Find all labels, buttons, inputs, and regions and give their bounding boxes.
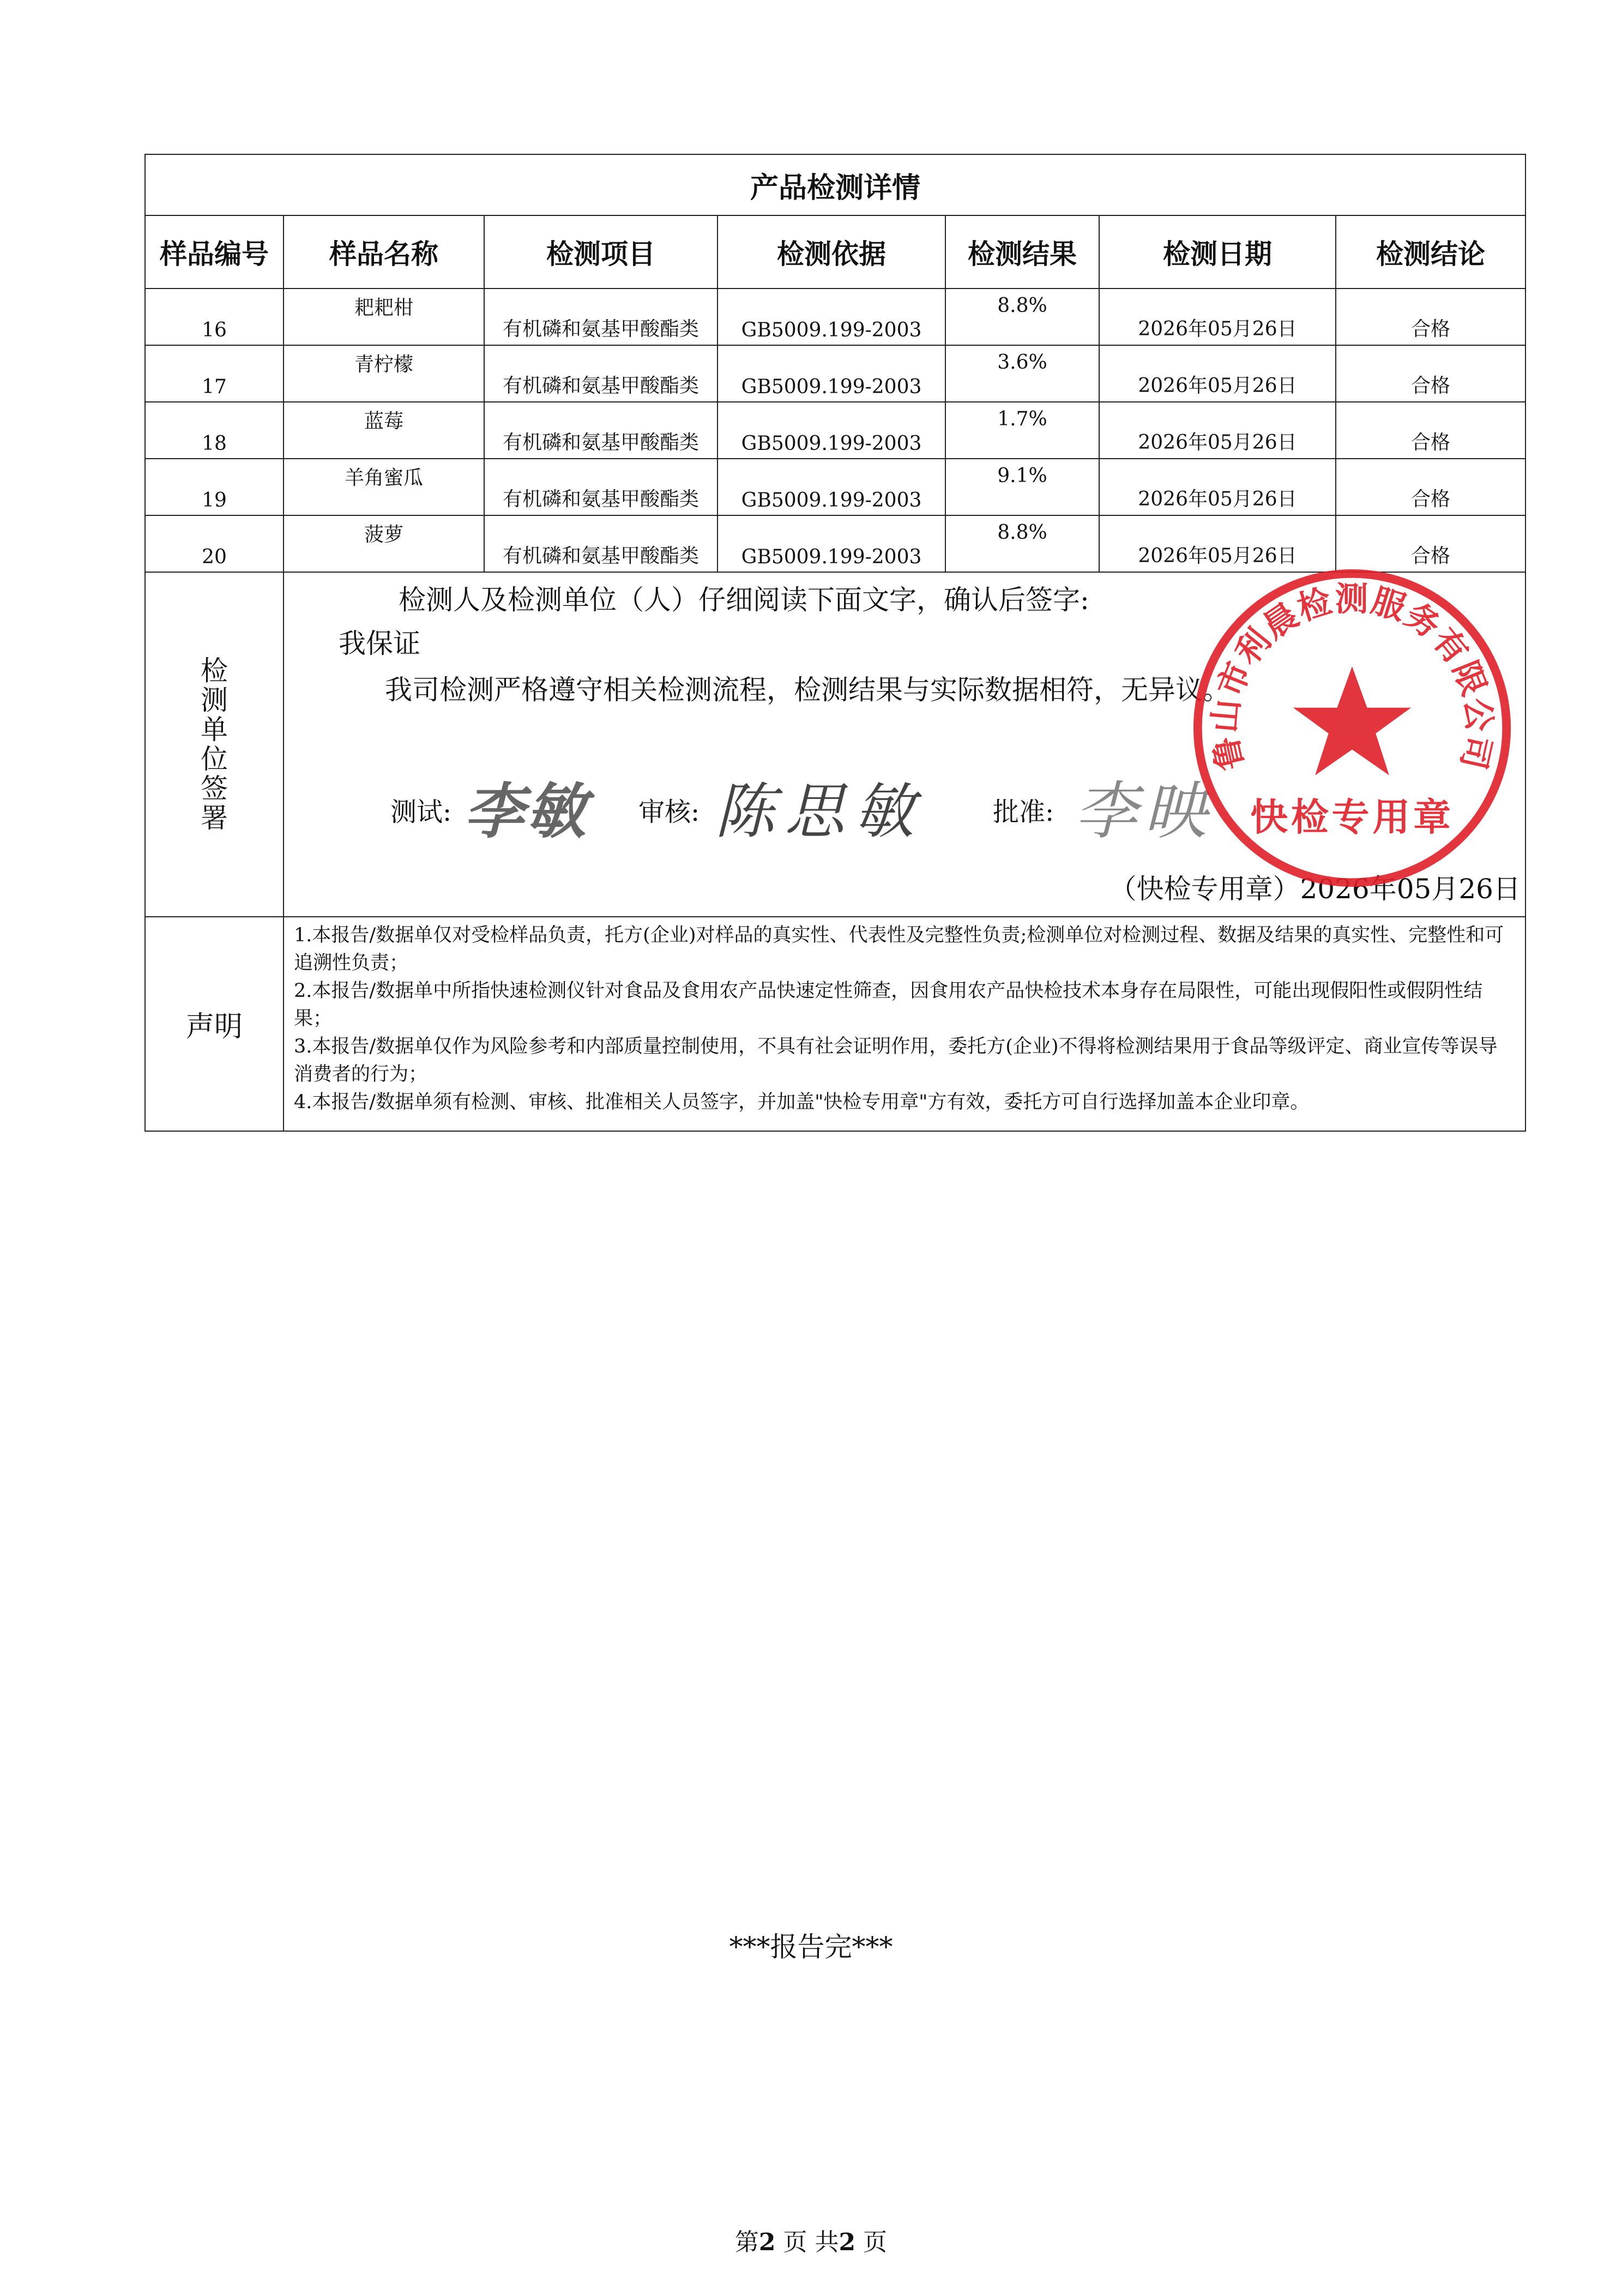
- guarantee-text: 我司检测严格遵守相关检测流程，检测结果与实际数据相符，无异议。: [385, 674, 1230, 706]
- page-current: 2: [758, 2228, 776, 2256]
- guarantee-title: 我保证: [339, 628, 420, 659]
- test-result: 3.6%: [945, 345, 1099, 402]
- header-test-basis: 检测依据: [717, 215, 945, 288]
- conclusion: 合格: [1336, 402, 1525, 459]
- sample-name: 蓝莓: [284, 402, 484, 459]
- header-conclusion: 检测结论: [1336, 215, 1525, 288]
- declaration-label: 声明: [145, 917, 284, 1131]
- test-basis: GB5009.199-2003: [717, 402, 945, 459]
- sample-id: 18: [145, 402, 284, 459]
- reviewer-signature: 陈思敏: [715, 777, 924, 846]
- page-number: [0, 2222, 1622, 2257]
- declaration-cell: [284, 917, 1525, 1131]
- sample-name: 菠萝: [284, 515, 484, 572]
- seal-purpose: 快检专用章: [1250, 795, 1454, 839]
- conclusion: 合格: [1336, 459, 1525, 515]
- header-sample-id: 样品编号: [145, 215, 284, 288]
- page-prefix: 第: [734, 2228, 759, 2256]
- conclusion: 合格: [1336, 288, 1525, 345]
- page-suffix: 页: [863, 2228, 888, 2256]
- seal-note: （快检专用章）2026年05月26日: [1109, 873, 1521, 905]
- table-row: [145, 459, 1525, 515]
- signature-label-cell: [145, 572, 284, 917]
- test-basis: GB5009.199-2003: [717, 515, 945, 572]
- seal-company-name: 鲁山市利晨检测服务有限公司: [1205, 580, 1499, 774]
- seal-star-icon: [1293, 666, 1411, 776]
- test-result: 8.8%: [945, 288, 1099, 345]
- test-date: 2026年05月26日: [1099, 402, 1336, 459]
- table-row: [145, 345, 1525, 402]
- sample-id: 19: [145, 459, 284, 515]
- sample-id: 20: [145, 515, 284, 572]
- test-item: 有机磷和氨基甲酸酯类: [484, 345, 717, 402]
- test-date: 2026年05月26日: [1099, 345, 1336, 402]
- header-test-date: 检测日期: [1099, 215, 1336, 288]
- company-seal-stamp: [1191, 567, 1513, 889]
- test-item: 有机磷和氨基甲酸酯类: [484, 459, 717, 515]
- table-row: [145, 515, 1525, 572]
- sample-name: 羊角蜜瓜: [284, 459, 484, 515]
- sample-id: 16: [145, 288, 284, 345]
- test-date: 2026年05月26日: [1099, 459, 1336, 515]
- test-item: 有机磷和氨基甲酸酯类: [484, 288, 717, 345]
- test-result: 8.8%: [945, 515, 1099, 572]
- conclusion: 合格: [1336, 345, 1525, 402]
- page-total: 2: [839, 2228, 856, 2256]
- test-item: 有机磷和氨基甲酸酯类: [484, 402, 717, 459]
- report-end: ***报告完***: [729, 1931, 893, 1963]
- sign-instruction: 检测人及检测单位（人）仔细阅读下面文字，确认后签字:: [399, 584, 1089, 616]
- approve-label: 批准:: [993, 797, 1054, 827]
- test-label: 测试:: [390, 797, 452, 827]
- test-result: 1.7%: [945, 402, 1099, 459]
- test-basis: GB5009.199-2003: [717, 288, 945, 345]
- approver-signature: 李映: [1075, 775, 1213, 848]
- declaration-row: [145, 917, 1525, 1131]
- sample-name: 耙耙柑: [284, 288, 484, 345]
- declaration-item: 4.本报告/数据单须有检测、审核、批准相关人员签字，并加盖"快检专用章"方有效，委托方可自行选择加盖本企业印章。: [294, 1091, 1310, 1113]
- table-row: [145, 288, 1525, 345]
- test-result: 9.1%: [945, 459, 1099, 515]
- page-middle: 页 共: [783, 2228, 839, 2256]
- table-header-row: [145, 215, 1525, 288]
- header-test-result: 检测结果: [945, 215, 1099, 288]
- declaration-item: 1.本报告/数据单仅对受检样品负责，托方(企业)对样品的真实性、代表性及完整性负责;检测单位对检测过程、数据及结果的真实性、完整性和可追溯性负责；: [294, 924, 1504, 974]
- sample-id: 17: [145, 345, 284, 402]
- test-basis: GB5009.199-2003: [717, 459, 945, 515]
- review-label: 审核:: [638, 797, 700, 827]
- conclusion: 合格: [1336, 515, 1525, 572]
- sample-name: 青柠檬: [284, 345, 484, 402]
- tester-signature: 李敏: [464, 777, 588, 846]
- table-title: 产品检测详情: [145, 154, 1525, 215]
- declaration-item: 2.本报告/数据单中所指快速检测仪针对食品及食用农产品快速定性筛查，因食用农产品快检技术本身存在局限性，可能出现假阳性或假阴性结果；: [294, 980, 1483, 1030]
- declaration-item: 3.本报告/数据单仅作为风险参考和内部质量控制使用，不具有社会证明作用，委托方(企业)不得将检测结果用于食品等级评定、商业宣传等误导消费者的行为；: [294, 1036, 1498, 1085]
- table-row: [145, 402, 1525, 459]
- test-date: 2026年05月26日: [1099, 288, 1336, 345]
- test-basis: GB5009.199-2003: [717, 345, 945, 402]
- test-date: 2026年05月26日: [1099, 515, 1336, 572]
- signature-label: 检测单位签署: [201, 655, 228, 834]
- header-sample-name: 样品名称: [284, 215, 484, 288]
- header-test-item: 检测项目: [484, 215, 717, 288]
- test-item: 有机磷和氨基甲酸酯类: [484, 515, 717, 572]
